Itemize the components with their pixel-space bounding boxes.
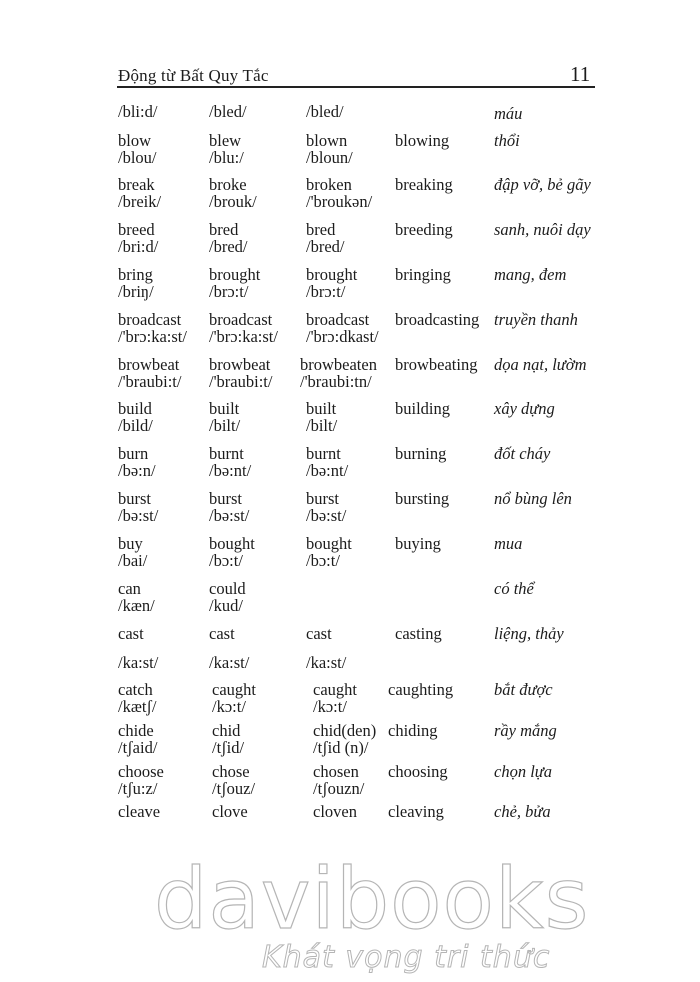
verb-form-inf: breed	[118, 220, 155, 239]
verb-form-inf: catch	[118, 680, 153, 699]
ipa-transcription: /kæn/	[118, 596, 155, 615]
watermark-slogan: Khát vọng tri thức	[262, 940, 551, 975]
ipa-transcription: /bɔ:t/	[306, 551, 340, 570]
verb-entry	[0, 311, 700, 351]
ipa-transcription: /brɔ:t/	[306, 282, 346, 301]
verb-form-ing: casting	[395, 624, 442, 643]
verb-form-pp: caught	[313, 680, 357, 699]
verb-form-ing: building	[395, 399, 451, 418]
verb-form-ing: cleaving	[388, 802, 444, 821]
header-rule	[117, 86, 595, 88]
vietnamese-meaning: đập vỡ, bẻ gãy	[494, 175, 591, 194]
verb-form-inf: break	[118, 175, 155, 194]
verb-form-inf: can	[118, 579, 141, 598]
vietnamese-meaning: mua	[494, 534, 523, 553]
ipa-transcription: /bə:n/	[118, 461, 156, 480]
verb-entry	[0, 763, 700, 803]
ipa-transcription: /kætʃ/	[118, 697, 157, 716]
verb-form-past: cast	[209, 624, 235, 643]
verb-form-pp: chosen	[313, 762, 359, 781]
vietnamese-meaning: mang, đem	[494, 265, 567, 284]
verb-form-pp: brought	[306, 265, 358, 284]
ipa-transcription: /ka:st/	[306, 653, 347, 672]
verb-form-pp: cast	[306, 624, 332, 643]
ipa-transcription: /bə:st/	[209, 506, 250, 525]
verb-entry	[0, 400, 700, 440]
verb-entry	[0, 221, 700, 261]
verb-form-past: chid	[212, 721, 241, 740]
vietnamese-meaning: rầy mắng	[494, 721, 557, 740]
vietnamese-meaning: bắt được	[494, 680, 553, 699]
ipa-transcription: /briŋ/	[118, 282, 154, 301]
ipa-transcription: /bled/	[209, 102, 247, 121]
verb-form-inf: chide	[118, 721, 154, 740]
verb-form-past: built	[209, 399, 240, 418]
verb-form-pp: cloven	[313, 802, 357, 821]
verb-form-pp: broadcast	[306, 310, 370, 329]
watermark-logo-text: davibooks	[154, 850, 590, 948]
verb-form-past: clove	[212, 802, 248, 821]
verb-form-past: chose	[212, 762, 250, 781]
ipa-transcription: /bilt/	[306, 416, 338, 435]
verb-entry	[0, 580, 700, 620]
verb-form-inf: burn	[118, 444, 149, 463]
ipa-transcription: /bə:st/	[306, 506, 347, 525]
verb-form-inf: broadcast	[118, 310, 182, 329]
ipa-transcription: /tʃid (n)/	[313, 738, 369, 757]
verb-form-past: burst	[209, 489, 242, 508]
verb-form-inf: blow	[118, 131, 151, 150]
vietnamese-meaning: thổi	[494, 131, 520, 150]
verb-form-pp: built	[306, 399, 337, 418]
verb-entry	[0, 445, 700, 485]
verb-entry	[0, 681, 700, 721]
verb-form-ing: chiding	[388, 721, 438, 740]
ipa-transcription: /bred/	[306, 237, 345, 256]
ipa-transcription: /'brɔ:dkast/	[306, 327, 379, 346]
ipa-transcription: /'broukən/	[306, 192, 373, 211]
ipa-transcription: /'braubi:tn/	[300, 372, 372, 391]
verb-form-ing: breaking	[395, 175, 453, 194]
verb-form-past: could	[209, 579, 246, 598]
ipa-transcription: /tʃu:z/	[118, 779, 158, 798]
verb-form-past: broadcast	[209, 310, 273, 329]
ipa-transcription: /'braubi:t/	[118, 372, 182, 391]
vietnamese-meaning: đốt cháy	[494, 444, 551, 463]
verb-form-ing: burning	[395, 444, 447, 463]
verb-form-past: broke	[209, 175, 247, 194]
verb-entry	[0, 132, 700, 172]
verb-form-past: browbeat	[209, 355, 271, 374]
ipa-transcription: /bai/	[118, 551, 148, 570]
verb-form-past: burnt	[209, 444, 244, 463]
verb-form-inf: browbeat	[118, 355, 180, 374]
vietnamese-meaning: chẻ, bửa	[494, 802, 551, 821]
ipa-transcription: /bild/	[118, 416, 153, 435]
ipa-transcription: /bli:d/	[118, 102, 158, 121]
verb-form-ing: breeding	[395, 220, 453, 239]
ipa-transcription: /ka:st/	[118, 653, 159, 672]
verb-form-inf: burst	[118, 489, 151, 508]
verb-entry	[0, 722, 700, 762]
vietnamese-meaning: dọa nạt, lườm	[494, 355, 587, 374]
ipa-transcription: /bled/	[306, 102, 344, 121]
verb-form-pp: blown	[306, 131, 348, 150]
verb-form-past: caught	[212, 680, 256, 699]
vietnamese-meaning: xây dựng	[494, 399, 555, 418]
ipa-transcription: /kɔ:t/	[212, 697, 246, 716]
vietnamese-meaning: chọn lựa	[494, 762, 553, 781]
verb-form-ing: browbeating	[395, 355, 478, 374]
ipa-transcription: /bɔ:t/	[209, 551, 243, 570]
verb-form-pp: burst	[306, 489, 339, 508]
verb-entry	[0, 356, 700, 396]
verb-form-inf: bring	[118, 265, 153, 284]
verb-form-ing: caughting	[388, 680, 454, 699]
ipa-transcription: /'brɔ:ka:st/	[209, 327, 278, 346]
vietnamese-meaning: truyền thanh	[494, 310, 578, 329]
verb-form-past: bred	[209, 220, 239, 239]
ipa-transcription: /bri:d/	[118, 237, 159, 256]
ipa-transcription: /bə:nt/	[306, 461, 349, 480]
verb-entry	[0, 535, 700, 575]
ipa-transcription: /brouk/	[209, 192, 257, 211]
vietnamese-meaning: nổ bùng lên	[494, 489, 572, 508]
ipa-transcription: /'braubi:t/	[209, 372, 273, 391]
verb-form-past: blew	[209, 131, 242, 150]
ipa-transcription: /blu:/	[209, 148, 244, 167]
ipa-transcription: /bə:st/	[118, 506, 159, 525]
verb-form-inf: build	[118, 399, 152, 418]
vietnamese-meaning: máu	[494, 104, 523, 123]
ipa-transcription: /ka:st/	[209, 653, 250, 672]
verb-form-pp: burnt	[306, 444, 341, 463]
verb-form-inf: cast	[118, 624, 144, 643]
verb-entry	[0, 803, 700, 843]
verb-form-pp: bought	[306, 534, 352, 553]
verb-form-pp: broken	[306, 175, 352, 194]
verb-form-pp: chid(den)	[313, 721, 377, 740]
ipa-transcription: /bred/	[209, 237, 248, 256]
ipa-transcription: /bilt/	[209, 416, 241, 435]
ipa-transcription: /bə:nt/	[209, 461, 252, 480]
verb-form-inf: cleave	[118, 802, 161, 821]
page-number: 11	[570, 62, 591, 86]
ipa-transcription: /tʃid/	[212, 738, 245, 757]
ipa-transcription: /tʃouzn/	[313, 779, 365, 798]
verb-form-pp: bred	[306, 220, 336, 239]
verb-form-inf: buy	[118, 534, 143, 553]
verb-form-ing: bringing	[395, 265, 451, 284]
verb-form-past: bought	[209, 534, 255, 553]
ipa-transcription: /tʃouz/	[212, 779, 256, 798]
ipa-transcription: /bloun/	[306, 148, 353, 167]
verb-entry	[0, 266, 700, 306]
verb-entry	[0, 624, 700, 672]
running-header-title: Động từ Bất Quy Tắc	[118, 66, 269, 85]
verb-entry	[0, 490, 700, 530]
ipa-transcription: /kɔ:t/	[313, 697, 347, 716]
verb-form-pp: browbeaten	[300, 355, 377, 374]
ipa-transcription: /brɔ:t/	[209, 282, 249, 301]
ipa-transcription: /blou/	[118, 148, 157, 167]
verb-form-ing: blowing	[395, 131, 450, 150]
vietnamese-meaning: có thể	[494, 579, 534, 598]
ipa-transcription: /breik/	[118, 192, 162, 211]
verb-form-ing: broadcasting	[395, 310, 480, 329]
ipa-transcription: /'brɔ:ka:st/	[118, 327, 187, 346]
verb-form-past: brought	[209, 265, 261, 284]
verb-form-ing: buying	[395, 534, 441, 553]
vietnamese-meaning: liệng, thảy	[494, 624, 564, 643]
verb-form-inf: choose	[118, 762, 164, 781]
verb-entry	[0, 176, 700, 216]
verb-form-ing: choosing	[388, 762, 448, 781]
ipa-transcription: /tʃaid/	[118, 738, 158, 757]
verb-form-ing: bursting	[395, 489, 450, 508]
vietnamese-meaning: sanh, nuôi dạy	[494, 220, 591, 239]
ipa-transcription: /kud/	[209, 596, 243, 615]
